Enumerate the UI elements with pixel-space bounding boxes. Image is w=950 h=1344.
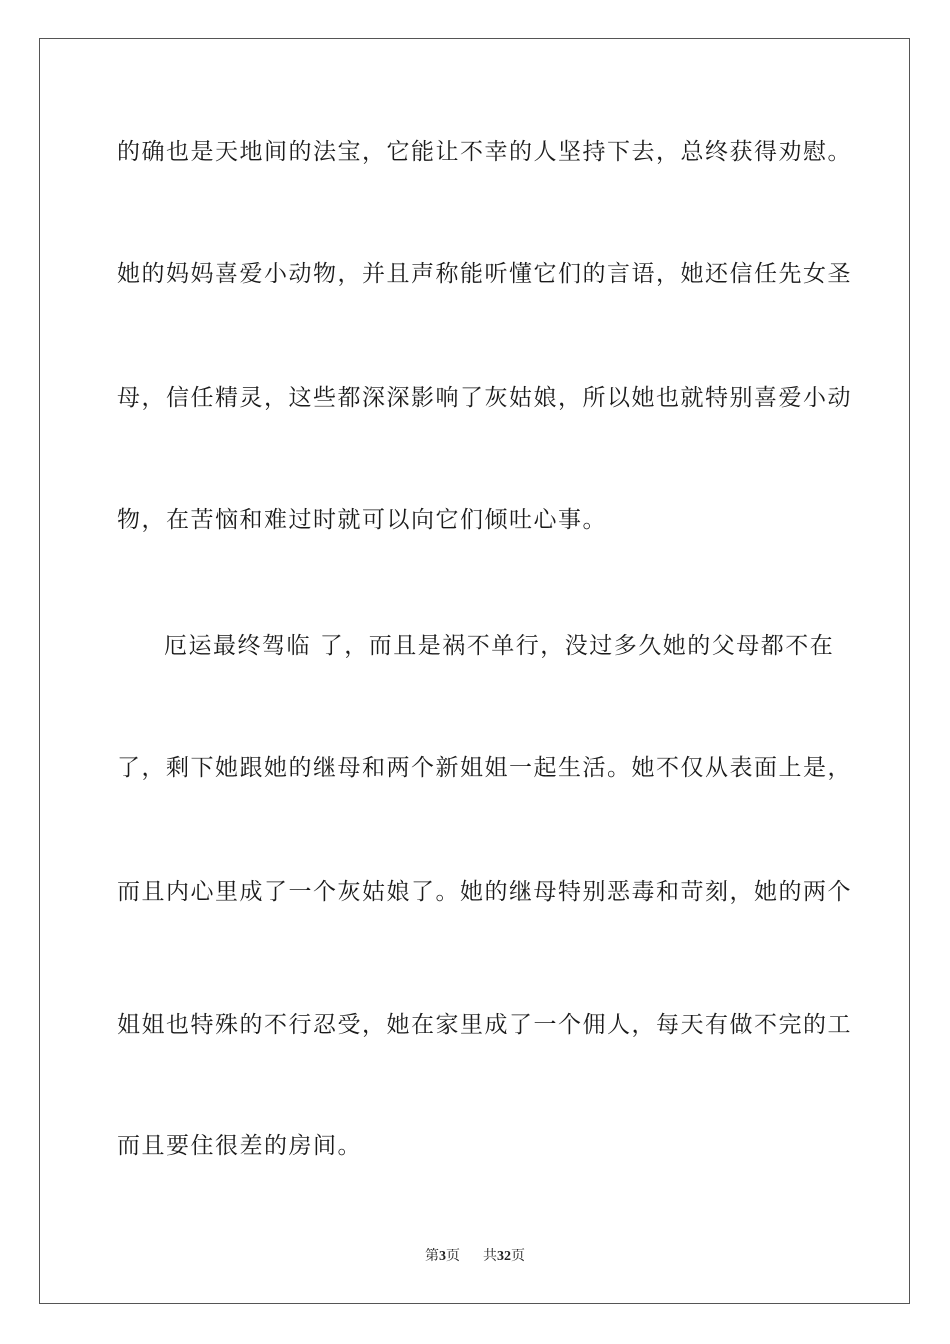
total-pages: 32 <box>497 1249 511 1264</box>
text-line: 而且要住很差的房间。 <box>117 1133 362 1159</box>
page-border <box>39 38 910 1304</box>
text-line: 母，信任精灵，这些都深深影响了灰姑娘，所以她也就特别喜爱小动 <box>117 385 852 411</box>
text-line: 姐姐也特殊的不行忍受，她在家里成了一个佣人，每天有做不完的工 <box>117 1012 852 1038</box>
text-line: 她的妈妈喜爱小动物，并且声称能听懂它们的言语，她还信任先女圣 <box>117 261 852 287</box>
text-line: 而且内心里成了一个灰姑娘了。她的继母特别恶毒和苛刻，她的两个 <box>117 879 852 905</box>
total-suffix: 页 <box>511 1249 525 1264</box>
text-line: 了，剩下她跟她的继母和两个新姐姐一起生活。她不仅从表面上是， <box>117 755 852 781</box>
text-line: 的确也是天地间的法宝，它能让不幸的人坚持下去，总终获得劝慰。 <box>117 139 852 165</box>
paragraph-first-line: 厄运最终驾临 了，而且是祸不单行，没过多久她的父母都不在 <box>164 633 835 659</box>
total-prefix: 共 <box>483 1249 497 1264</box>
text-line: 物，在苦恼和难过时就可以向它们倾吐心事。 <box>117 507 607 533</box>
page-number: 3 <box>439 1249 446 1264</box>
page-suffix: 页 <box>446 1249 460 1264</box>
page-prefix: 第 <box>425 1249 439 1264</box>
page-footer <box>0 1245 950 1265</box>
